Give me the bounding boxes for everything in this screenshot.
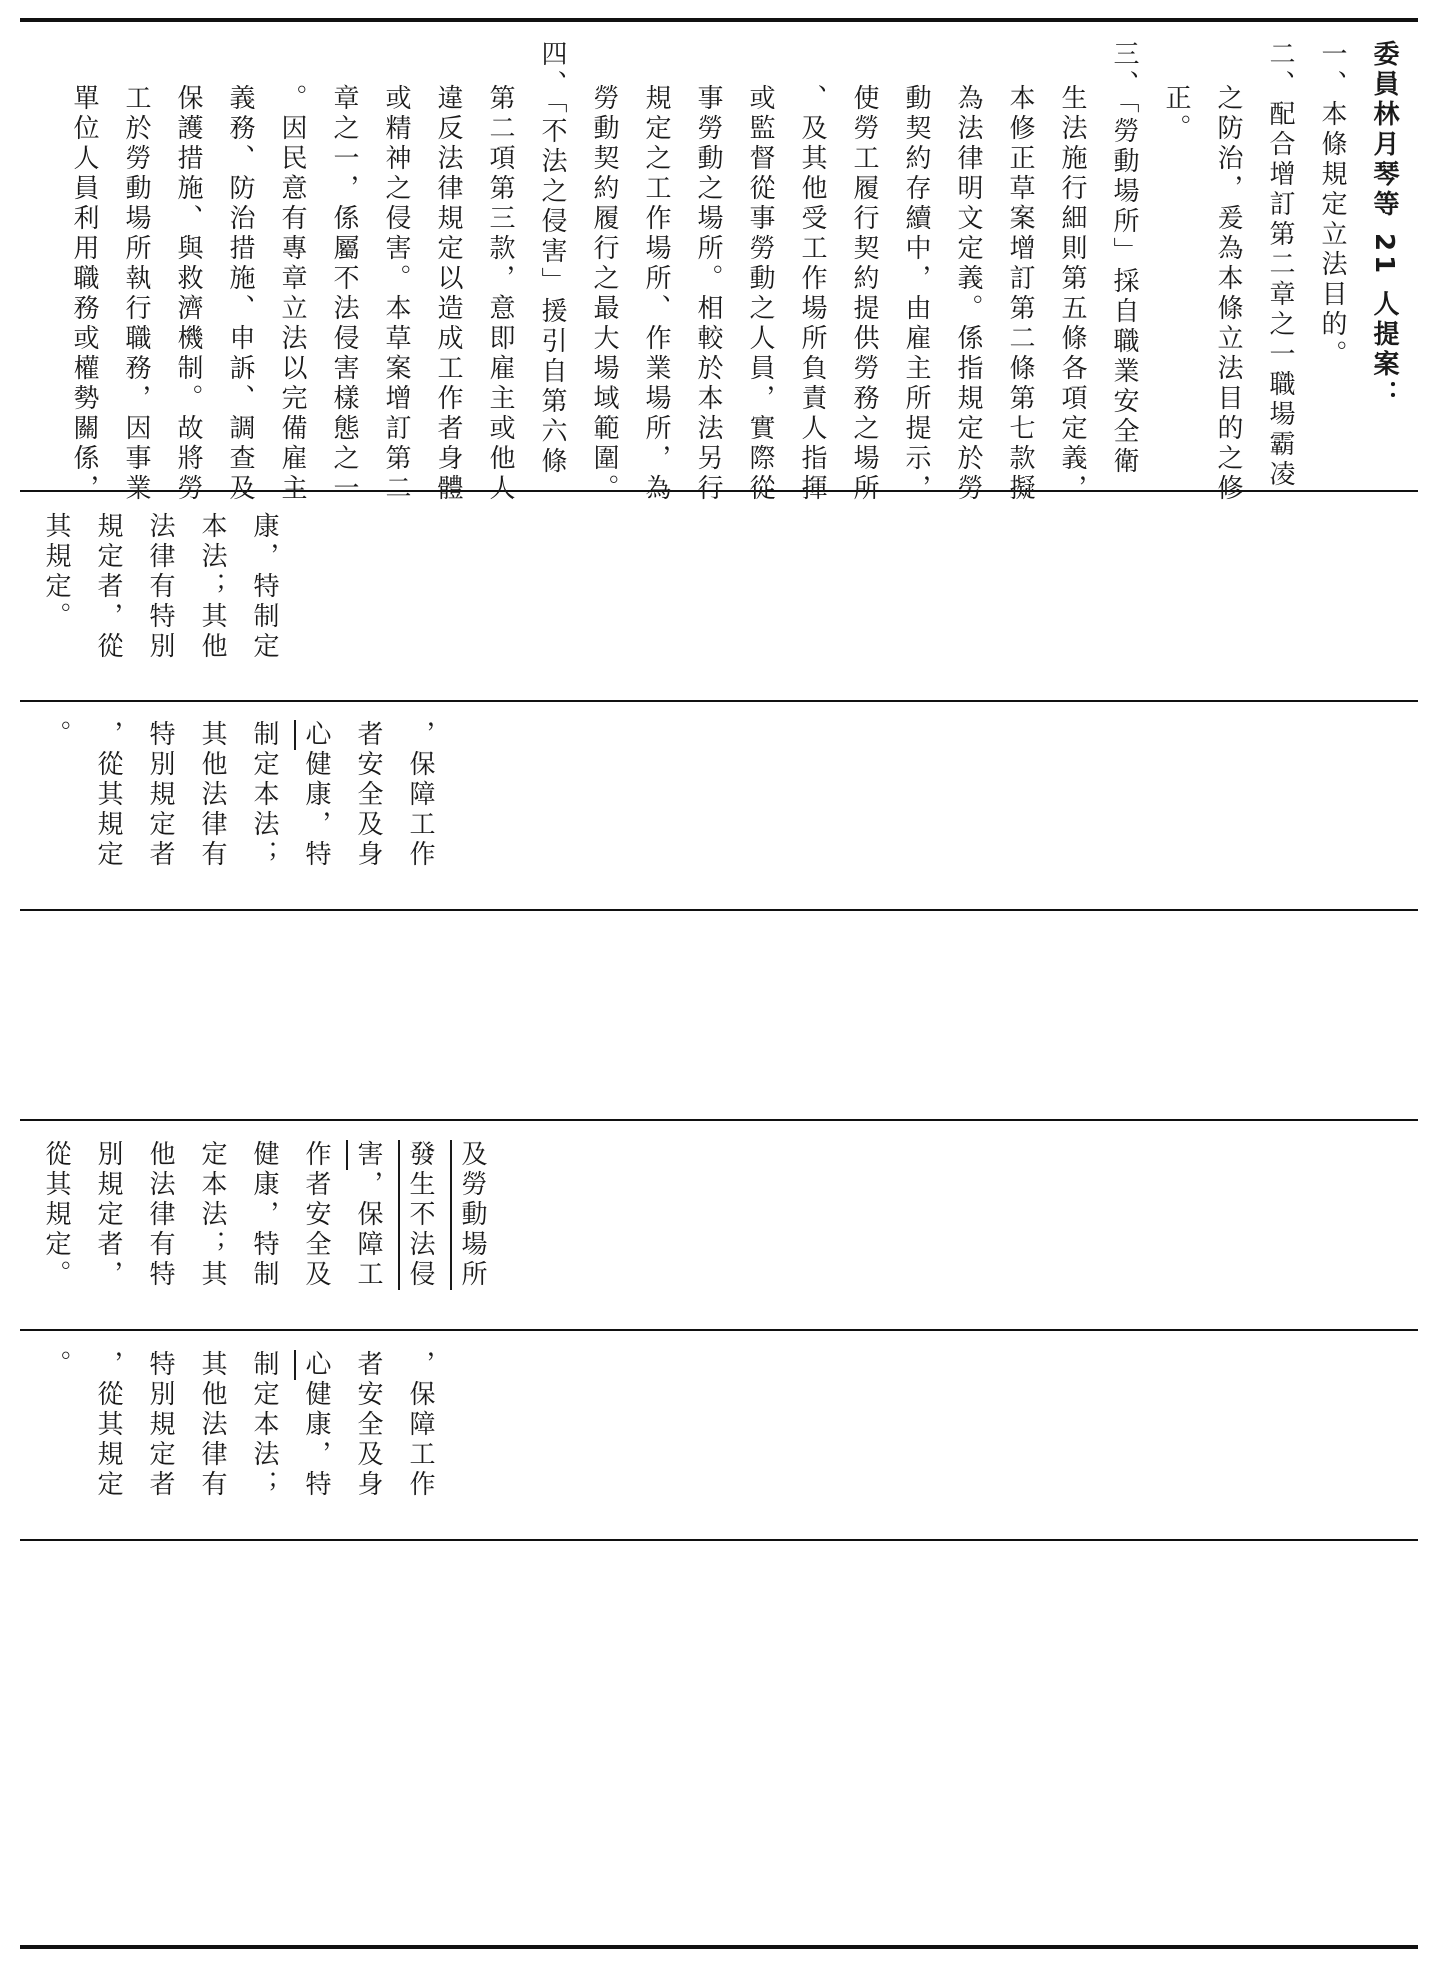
reason-line: 第二項第三款，意即雇主或他人: [485, 84, 515, 504]
table-bottom-border: [20, 1945, 1418, 1949]
row-divider: [20, 700, 1418, 702]
cell-line: 定本法；其: [197, 1140, 227, 1290]
cell-line: 健康，特制: [249, 1140, 279, 1290]
row-divider: [20, 909, 1418, 911]
cell-line: 者安全及身: [353, 720, 383, 870]
cell-line: 心健康，特: [301, 720, 331, 870]
reason-heading: 委員林月琴等 21 人提案：: [1369, 40, 1399, 411]
cell-line: 從其規定。: [41, 1140, 71, 1290]
cell-line: 制定本法；: [249, 1350, 279, 1500]
row-divider: [20, 1329, 1418, 1331]
cell-line: 。: [41, 1350, 71, 1380]
cell-line: 別規定者，: [93, 1140, 123, 1290]
cell-line: 其規定。: [41, 512, 71, 632]
cell-line: 作者安全及: [301, 1140, 331, 1290]
reason-line: 一、本條規定立法目的。: [1317, 40, 1347, 370]
cell-line: 法律有特別: [145, 512, 175, 662]
row-divider: [20, 1119, 1418, 1121]
cell-line: 者安全及身: [353, 1350, 383, 1500]
reason-line: 或監督從事勞動之人員，實際從: [745, 84, 775, 504]
cell-line: 制定本法；: [249, 720, 279, 870]
reason-line: 、及其他受工作場所負責人指揮: [797, 84, 827, 504]
cell-line: 害，保障工: [353, 1140, 383, 1290]
reason-line: 勞動契約履行之最大場域範圍。: [589, 84, 619, 504]
cell-line: 。: [41, 720, 71, 750]
reason-line: 或精神之侵害。本草案增訂第二: [381, 84, 411, 504]
cell-line: ，保障工作: [405, 1350, 435, 1500]
reason-line: 保護措施、與救濟機制。故將勞: [173, 84, 203, 504]
cell-line: 其他法律有: [197, 720, 227, 870]
cell-line: ，從其規定: [93, 720, 123, 870]
cell-line: 特別規定者: [145, 1350, 175, 1500]
reason-line: 正。: [1161, 84, 1191, 144]
row-divider: [20, 1539, 1418, 1541]
reason-line: 三、「勞動場所」採自職業安全衛: [1109, 40, 1139, 477]
cell-line: 心健康，特: [301, 1350, 331, 1500]
reason-line: 違反法律規定以造成工作者身體: [433, 84, 463, 504]
reason-line: 為法律明文定義。係指規定於勞: [953, 84, 983, 504]
cell-line: ，從其規定: [93, 1350, 123, 1500]
cell-line: 康，特制定: [249, 512, 279, 662]
table-cell: [30, 1350, 446, 1530]
cell-line: 發生不法侵: [405, 1140, 435, 1290]
reason-cell: [30, 40, 1410, 504]
reason-line: 。因民意有專章立法以完備雇主: [277, 84, 307, 504]
reason-line: 義務、防治措施、申訴、調查及: [225, 84, 255, 504]
cell-line: 其他法律有: [197, 1350, 227, 1500]
cell-line: 特別規定者: [145, 720, 175, 870]
reason-line: 使勞工履行契約提供勞務之場所: [849, 84, 879, 504]
reason-line: 規定之工作場所、作業場所，為: [641, 84, 671, 504]
reason-line: 四、「不法之侵害」援引自第六條: [537, 40, 567, 477]
reason-line: 生法施行細則第五條各項定義，: [1057, 84, 1087, 504]
reason-line: 章之一，係屬不法侵害樣態之一: [329, 84, 359, 504]
reason-line: 動契約存續中，由雇主所提示，: [901, 84, 931, 504]
table-cell: [30, 512, 290, 692]
reason-line: 本修正草案增訂第二條第七款擬: [1005, 84, 1035, 504]
reason-line: 事勞動之場所。相較於本法另行: [693, 84, 723, 504]
cell-line: 本法；其他: [197, 512, 227, 662]
cell-line: ，保障工作: [405, 720, 435, 870]
cell-line: 及勞動場所: [457, 1140, 487, 1290]
reason-line: 工於勞動場所執行職務，因事業: [121, 84, 151, 504]
cell-line: 規定者，從: [93, 512, 123, 662]
table-cell: [30, 1140, 498, 1320]
reason-line: 單位人員利用職務或權勢關係，: [69, 84, 99, 504]
table-cell: [30, 720, 446, 900]
table-top-border: [20, 18, 1418, 22]
reason-line: 二、配合增訂第二章之一職場霸凌: [1265, 40, 1295, 490]
cell-line: 他法律有特: [145, 1140, 175, 1290]
reason-line: 之防治，爰為本條立法目的之修: [1213, 84, 1243, 504]
